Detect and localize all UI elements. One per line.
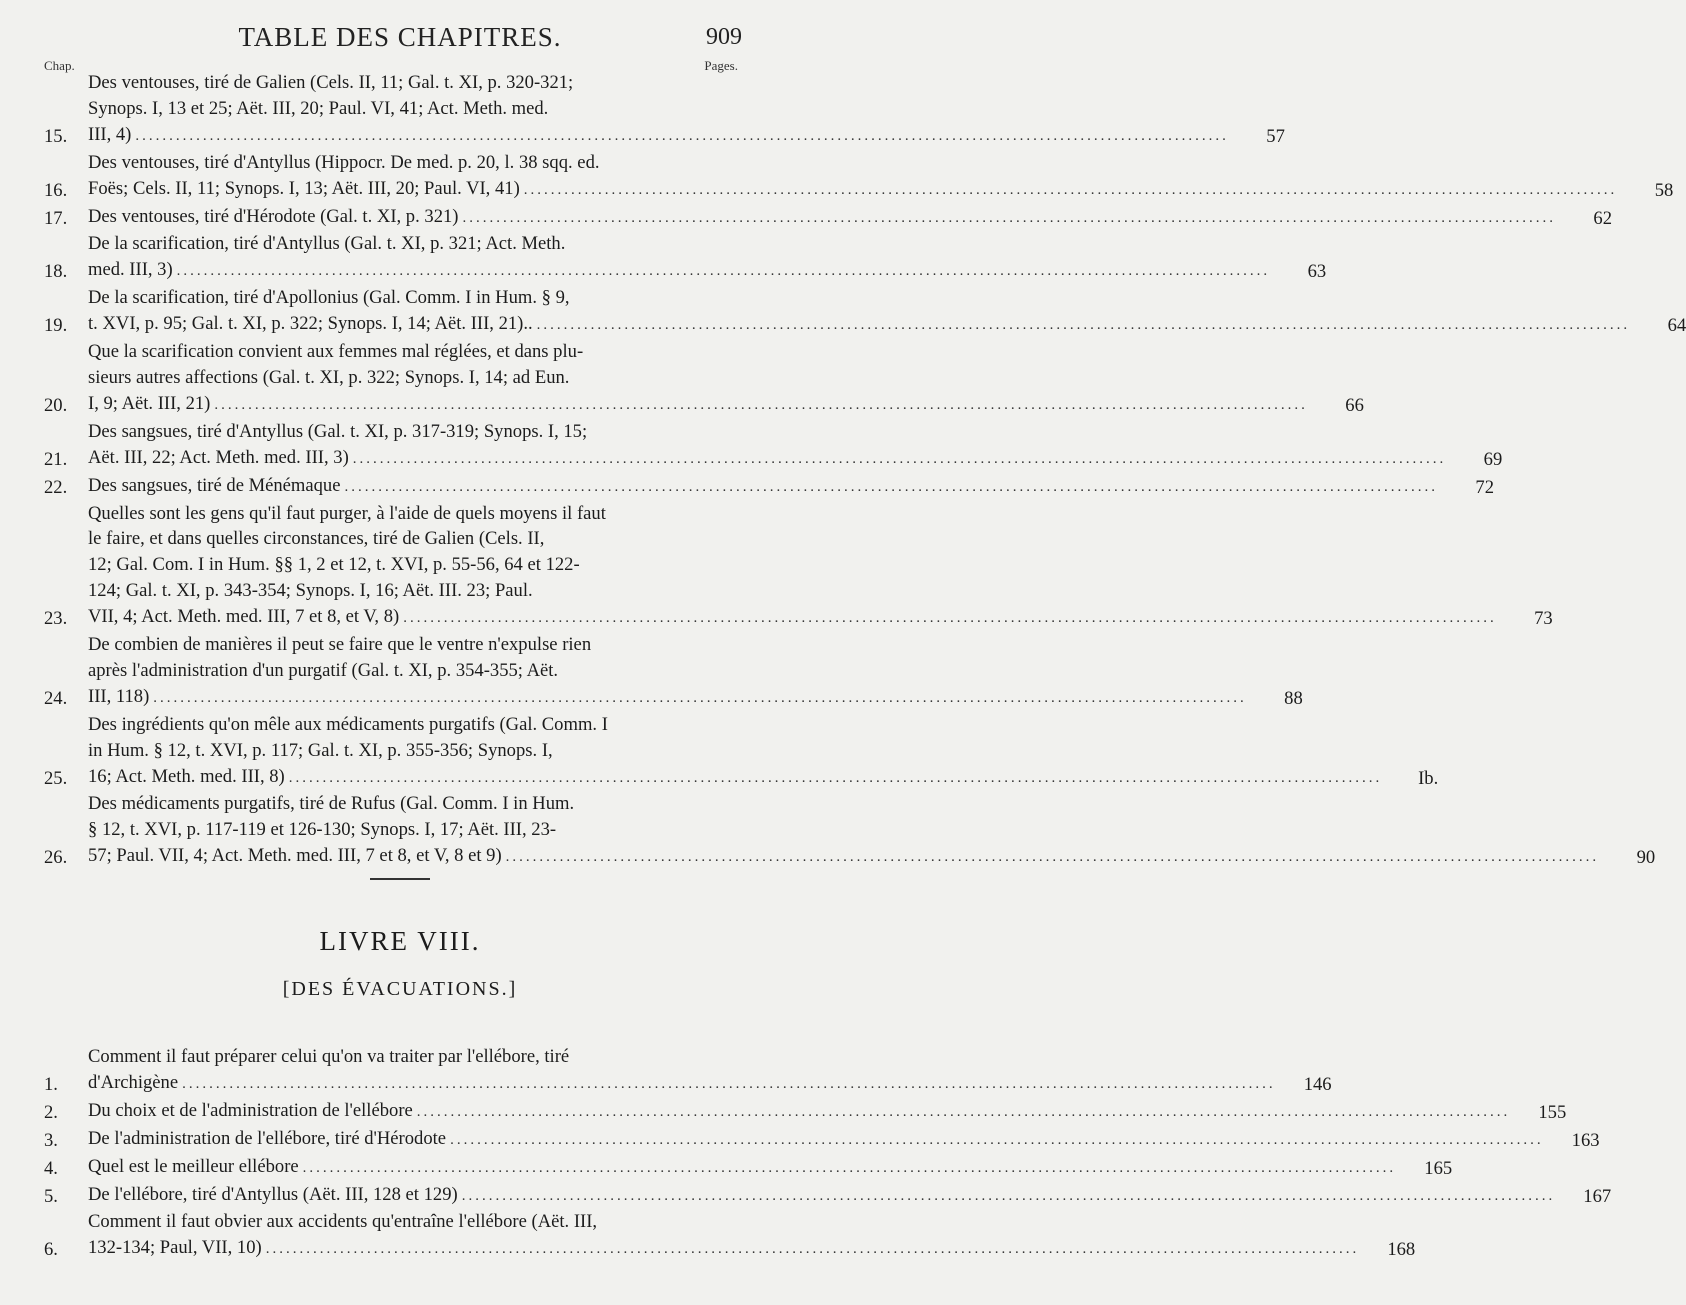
chapter-title-line: Des médicaments purgatifs, tiré de Rufus (Gal. Comm. I in Hum. — [88, 793, 575, 815]
chapter-title-line: 16; Act. Meth. med. III, 8) — [88, 765, 285, 787]
chapter-title-line: Foës; Cels. II, 11; Synops. I, 13; Aët. III, 20; Paul. VI, 41) — [88, 177, 520, 199]
toc-entry — [44, 791, 1656, 871]
chapter-title-line: Du choix et de l'administration de l'ellébore — [88, 1099, 413, 1121]
dot-leader — [506, 845, 1600, 871]
dot-leader — [524, 178, 1618, 204]
page-reference: 90 — [1636, 847, 1656, 869]
dot-leader — [463, 206, 1557, 232]
chapter-title-line: De la scarification, tiré d'Apollonius (Gal. Comm. I in Hum. § 9, — [88, 287, 570, 309]
chapter-title-line: 132-134; Paul, VII, 10) — [88, 1237, 262, 1259]
chapter-title-line: III, 118) — [88, 685, 150, 707]
chapter-title-line: VII, 4; Act. Meth. med. III, 7 et 8, et V, 8) — [88, 606, 400, 628]
chapter-number: 25. — [44, 767, 68, 789]
chapter-number: 24. — [44, 687, 68, 709]
chapter-title-line: § 12, t. XVI, p. 117-119 et 126-130; Synops. I, 17; Aët. III, 23- — [88, 819, 557, 841]
chapter-title-line: Quel est le meilleur ellébore — [88, 1155, 299, 1177]
page-reference: 163 — [1571, 1129, 1600, 1151]
page-reference: 64 — [1667, 315, 1686, 337]
chapter-title-line: sieurs autres affections (Gal. t. XI, p. 322; Synops. I, 14; ad Eun. — [88, 366, 570, 388]
chapter-title-line: med. III, 3) — [88, 259, 173, 281]
dot-leader — [537, 313, 1631, 339]
dot-leader — [214, 393, 1308, 419]
page-reference: 146 — [1303, 1073, 1332, 1095]
toc-entry — [44, 1098, 1567, 1126]
toc-entry — [44, 1209, 1416, 1263]
chapter-title-line: Des ingrédients qu'on mêle aux médicaments purgatifs (Gal. Comm. I — [88, 713, 608, 735]
dot-leader — [353, 447, 1447, 473]
chapter-title-line: d'Archigène — [88, 1071, 179, 1093]
dot-leader — [182, 1072, 1276, 1098]
dot-leader — [403, 606, 1497, 632]
chapter-number: 4. — [44, 1157, 58, 1179]
page-reference: 66 — [1345, 394, 1364, 416]
chapter-title-line: Des ventouses, tiré de Galien (Cels. II, 11; Gal. t. XI, p. 320-321; — [88, 72, 574, 93]
chapter-number: 15. — [44, 125, 68, 147]
chapter-number: 2. — [44, 1101, 58, 1123]
chapter-number: 18. — [44, 261, 68, 283]
page-reference: 165 — [1424, 1157, 1453, 1179]
chapter-number: 5. — [44, 1185, 58, 1207]
section-divider — [370, 878, 430, 880]
page-reference: 73 — [1534, 608, 1553, 630]
chapter-number: 22. — [44, 476, 68, 498]
chapter-title-line: 57; Paul. VII, 4; Act. Meth. med. III, 7 et 8, et V, 8 et 9) — [88, 845, 502, 867]
dot-leader — [462, 1184, 1556, 1210]
column-label-chap: Chap. — [44, 58, 75, 73]
chapter-title-line: De combien de manières il peut se faire que le ventre n'expulse rien — [88, 634, 592, 656]
toc-entry — [44, 339, 1364, 419]
chapter-title-line: Aët. III, 22; Act. Meth. med. III, 3) — [88, 446, 349, 468]
dot-leader — [417, 1100, 1511, 1126]
chapter-title-line: 12; Gal. Com. I in Hum. §§ 1, 2 et 12, t. XVI, p. 55-56, 64 et 122- — [88, 554, 580, 576]
chapter-number: 20. — [44, 394, 68, 416]
chapter-title-line: De l'administration de l'ellébore, tiré d'Hérodote — [88, 1127, 447, 1149]
dot-leader — [289, 766, 1383, 792]
chapter-number: 3. — [44, 1129, 58, 1151]
running-header-title: TABLE DES CHAPITRES. — [238, 22, 562, 52]
chapter-title-line: Des ventouses, tiré d'Hérodote (Gal. t. XI, p. 321) — [88, 205, 459, 227]
page-reference: Ib. — [1418, 767, 1439, 789]
toc-entry — [44, 204, 1612, 232]
toc-entry — [44, 1154, 1453, 1182]
chapter-number: 1. — [44, 1073, 58, 1095]
page-reference: 58 — [1654, 179, 1674, 201]
book-subtitle: [DES ÉVACUATIONS.] — [282, 978, 518, 1000]
book-title: LIVRE VIII. — [319, 926, 481, 956]
dot-leader — [303, 1156, 1397, 1182]
page-reference: 167 — [1583, 1185, 1612, 1207]
chapter-number: 26. — [44, 847, 68, 869]
dot-leader — [177, 259, 1271, 285]
dot-leader — [153, 686, 1247, 712]
chapter-title-line: I, 9; Aët. III, 21) — [88, 392, 211, 414]
page-reference: 63 — [1307, 261, 1327, 283]
chapter-title-line: Synops. I, 13 et 25; Aët. III, 20; Paul. VI, 41; Act. Meth. med. — [88, 97, 549, 119]
chapter-title-line: Des ventouses, tiré d'Antyllus (Hippocr. De med. p. 20, l. 38 sqq. ed. — [88, 151, 600, 173]
chapter-number: 19. — [44, 315, 68, 337]
toc-entry — [44, 1126, 1600, 1154]
chapter-title-line: in Hum. § 12, t. XVI, p. 117; Gal. t. XI, p. 355-356; Synops. I, — [88, 739, 553, 761]
chapter-title-line: t. XVI, p. 95; Gal. t. XI, p. 322; Synops. I, 14; Aët. III, 21).. — [88, 313, 533, 335]
chapter-number: 23. — [44, 608, 68, 630]
chapter-title-line: Des sangsues, tiré de Ménémaque — [88, 474, 341, 496]
chapter-title-line: Comment il faut obvier aux accidents qu'entraîne l'ellébore (Aët. III, — [88, 1211, 598, 1233]
chapter-list-livre-viii — [44, 1044, 1612, 1263]
chapter-title-line: De l'ellébore, tiré d'Antyllus (Aët. III, 128 et 129) — [88, 1183, 458, 1205]
page-reference: 168 — [1387, 1239, 1416, 1261]
toc-entry — [44, 231, 1327, 285]
chapter-title-line: Comment il faut préparer celui qu'on va traiter par l'ellébore, tiré — [88, 1046, 570, 1067]
toc-entry — [44, 632, 1303, 712]
page-reference: 69 — [1483, 448, 1503, 470]
chapter-title-line: Que la scarification convient aux femmes mal réglées, et dans plu- — [88, 341, 584, 363]
chapter-number: 16. — [44, 179, 68, 201]
chapter-title-line: Quelles sont les gens qu'il faut purger, à l'aide de quels moyens il faut — [88, 502, 606, 524]
toc-entry — [44, 712, 1439, 792]
page-reference: 62 — [1593, 207, 1612, 229]
toc-entry — [44, 1182, 1612, 1210]
chapter-title-line: le faire, et dans quelles circonstances, tiré de Galien (Cels. II, — [88, 528, 545, 550]
chapter-number: 6. — [44, 1239, 58, 1261]
chapter-number: 21. — [44, 448, 68, 470]
toc-entry — [44, 473, 1494, 501]
toc-entry — [44, 285, 1686, 339]
chapter-list-livre-vii — [44, 70, 1686, 871]
chapter-title-line: Des sangsues, tiré d'Antyllus (Gal. t. XI, p. 317-319; Synops. I, 15; — [88, 420, 588, 442]
page-reference: 72 — [1475, 476, 1494, 498]
dot-leader — [266, 1237, 1360, 1263]
chapter-title-line: III, 4) — [88, 123, 132, 145]
chapter-title-line: De la scarification, tiré d'Antyllus (Gal. t. XI, p. 321; Act. Meth. — [88, 233, 566, 255]
toc-entry — [44, 70, 1285, 150]
toc-entry — [44, 150, 1674, 204]
toc-entry — [44, 419, 1503, 473]
chapter-title-line: 124; Gal. t. XI, p. 343-354; Synops. I, 16; Aët. III. 23; Paul. — [88, 580, 533, 602]
chapter-title-line: après l'administration d'un purgatif (Gal. t. XI, p. 354-355; Aët. — [88, 659, 559, 681]
dot-leader — [345, 475, 1439, 501]
dot-leader — [450, 1128, 1544, 1154]
column-label-pages: Pages. — [704, 58, 738, 73]
page-number: 909 — [706, 24, 742, 50]
chapter-number: 17. — [44, 207, 68, 229]
dot-leader — [135, 124, 1229, 150]
toc-entry — [44, 1044, 1332, 1098]
page-reference: 88 — [1284, 687, 1303, 709]
toc-entry — [44, 501, 1553, 633]
page-reference: 155 — [1538, 1101, 1567, 1123]
page-reference: 57 — [1266, 125, 1285, 147]
